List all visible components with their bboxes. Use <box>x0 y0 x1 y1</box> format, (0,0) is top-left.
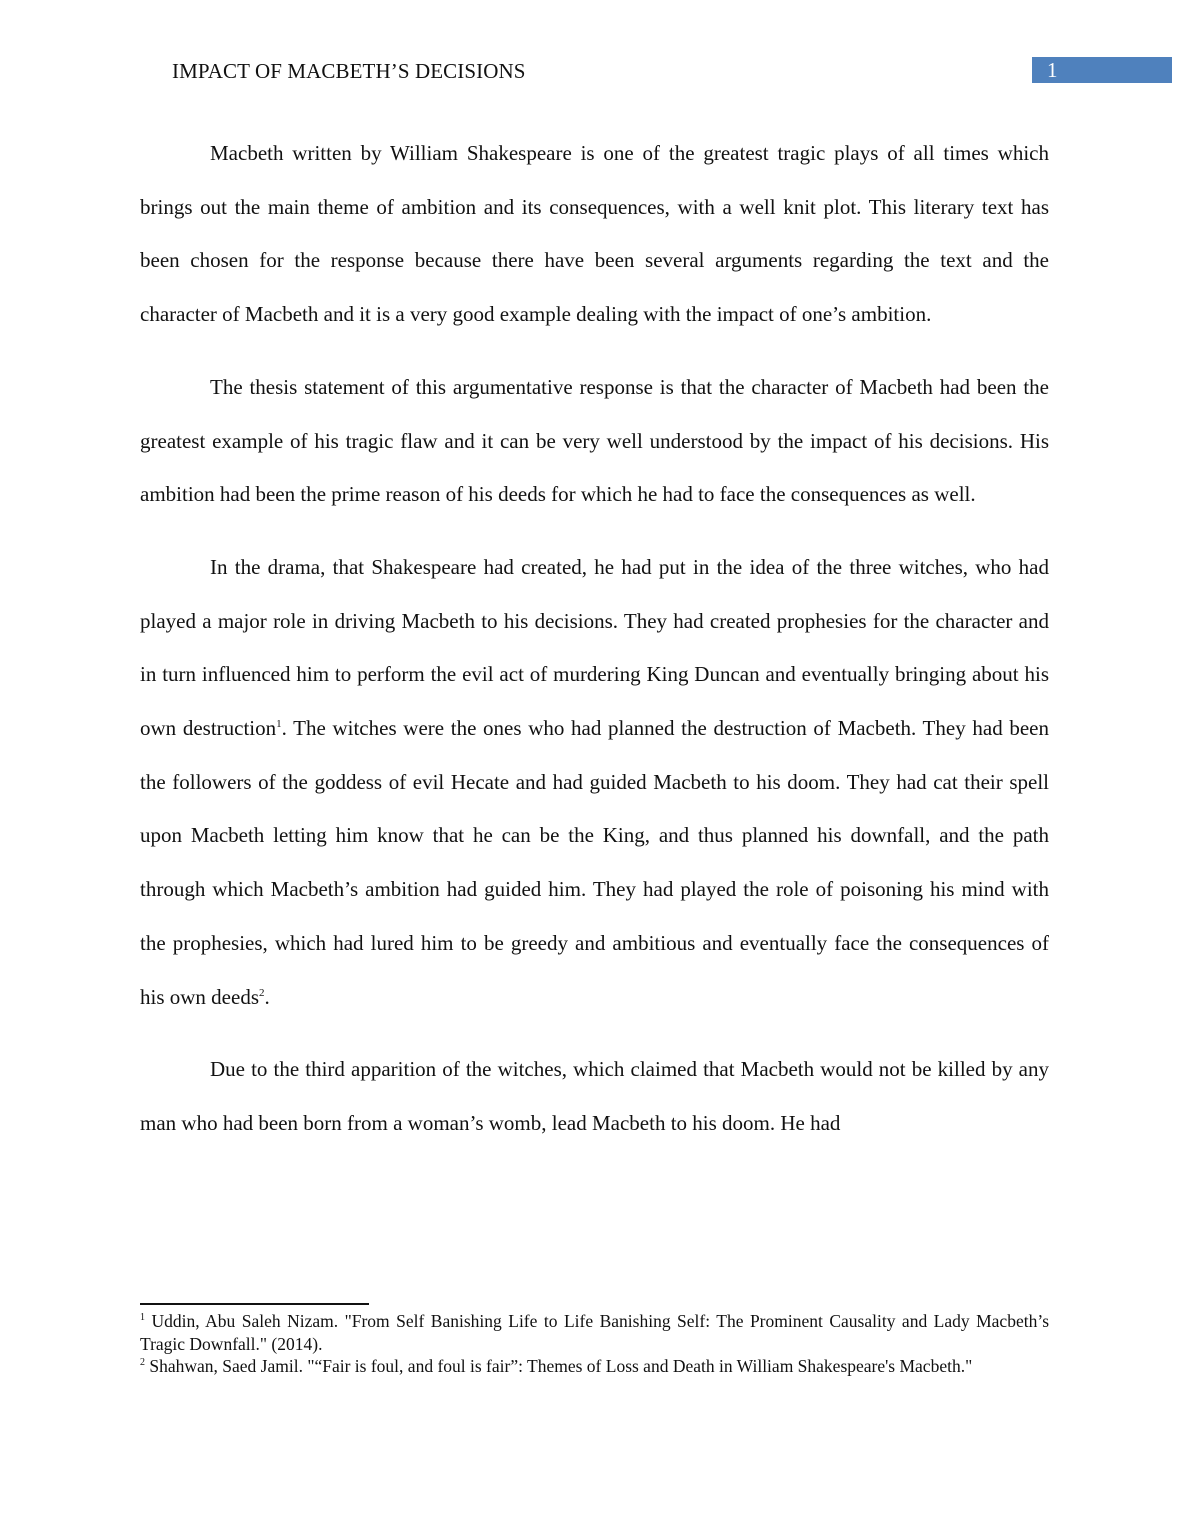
footnote-1 <box>140 1310 1049 1355</box>
footnote-2-marker: 2 <box>140 1357 145 1369</box>
footnote-1-marker: 1 <box>140 1312 145 1324</box>
paragraph-three-witches <box>140 541 1049 1024</box>
page-number: 1 <box>1047 58 1058 82</box>
footnotes-section <box>140 1310 1049 1378</box>
paragraph-three-witches-text-1: In the drama, that Shakespeare had created, he had put in the idea of the three witches, who had played a major role in driving Macbeth to his decisions. They had created prophesies for the character and in turn influenced him to perform the evil act of murdering King Duncan and eventually bringing about his own destruction <box>140 554 1049 741</box>
paragraph-three-witches-text-3: . <box>264 984 270 1009</box>
footnote-2 <box>140 1355 1049 1378</box>
paragraph-thesis-statement: The thesis statement of this argumentative response is that the character of Macbeth had been the greatest example of his tragic flaw and it can be very well understood by the impact of his decisions. His ambition had been the prime reason of his deeds for which he had to face the consequences as well. <box>140 374 1049 507</box>
footnote-reference-2[interactable]: 2 <box>259 986 265 999</box>
footnote-separator <box>140 1303 369 1305</box>
footnote-1-text: Uddin, Abu Saleh Nizam. "From Self Banishing Life to Life Banishing Self: The Prominent Causality and Lady Macbeth’s Tragic Downfall." (2014). <box>140 1311 1049 1354</box>
page-number-badge <box>1032 57 1172 83</box>
footnote-2-text: Shahwan, Saed Jamil. "“Fair is foul, and foul is fair”: Themes of Loss and Death in William Shakespeare's Macbeth." <box>145 1356 973 1376</box>
paragraph-three-witches-text-2: . The witches were the ones who had planned the destruction of Macbeth. They had been the followers of the goddess of evil Hecate and had guided Macbeth to his doom. They had cat their spell upon Macbeth letting him know that he can be the King, and thus planned his downfall, and the path through which Macbeth’s ambition had guided him. They had played the role of poisoning his mind with the prophesies, which had lured him to be greedy and ambitious and eventually face the consequences of his own deeds <box>140 716 1049 1009</box>
footnote-reference-1[interactable]: 1 <box>276 718 282 731</box>
document-body <box>140 127 1049 1151</box>
running-head-title: IMPACT OF MACBETH’S DECISIONS <box>172 59 526 83</box>
paragraph-introduction: Macbeth written by William Shakespeare is one of the greatest tragic plays of all times which brings out the main theme of ambition and its consequences, with a well knit plot. This literary text has been chosen for the response because there have been several arguments regarding the text and the character of Macbeth and it is a very good example dealing with the impact of one’s ambition. <box>140 141 1049 327</box>
paragraph-third-apparition: Due to the third apparition of the witches, which claimed that Macbeth would not be killed by any man who had been born from a woman’s womb, lead Macbeth to his doom. He had <box>140 1057 1049 1135</box>
